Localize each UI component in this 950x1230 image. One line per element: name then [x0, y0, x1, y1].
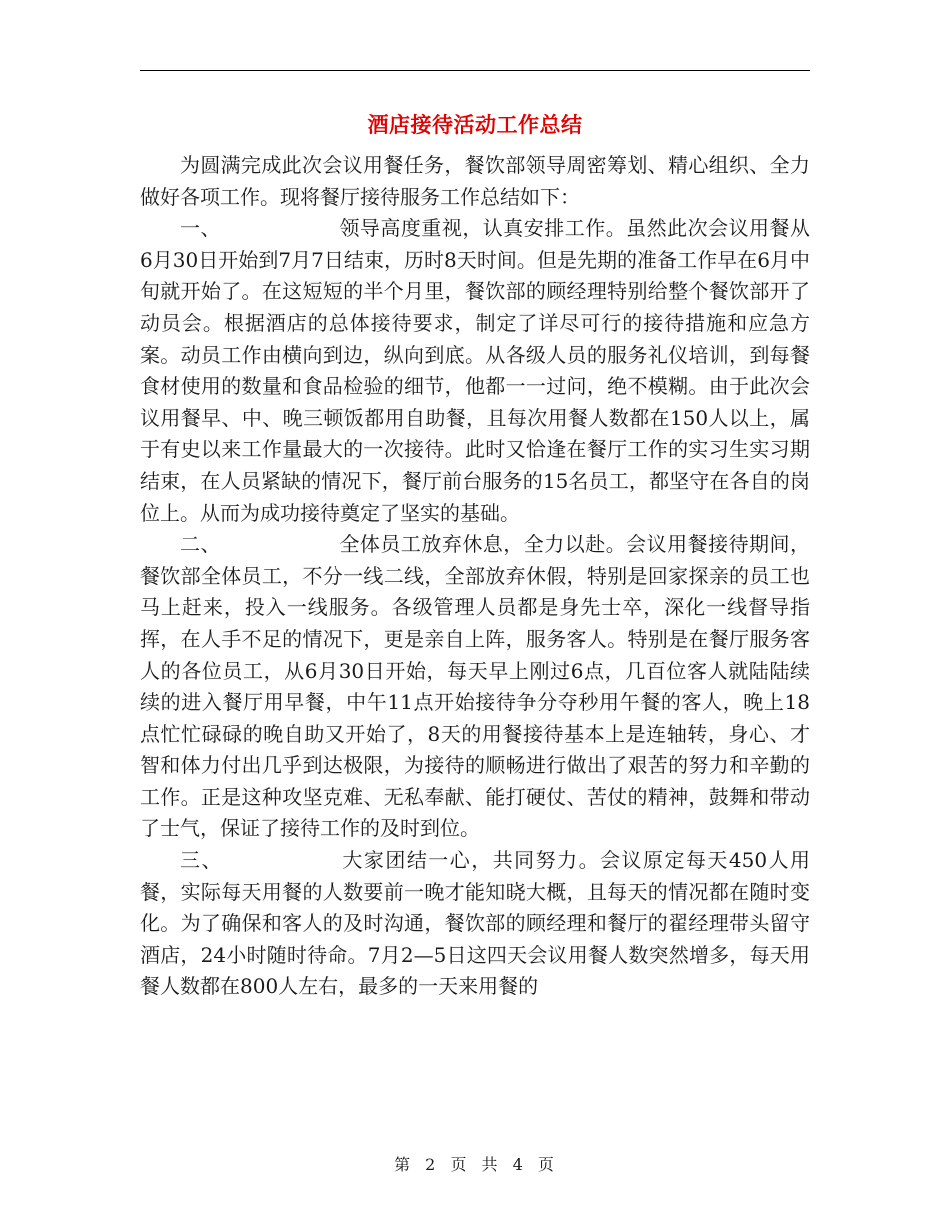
section-paragraph-3 [140, 845, 810, 1003]
header-rule [140, 70, 810, 71]
section-number-2: 二、 [180, 532, 221, 557]
section-text-1: 领导高度重视，认真安排工作。虽然此次会议用餐从6月30日开始到7月7日结束，历时8天时间。但是先期的准备工作早在6月中旬就开始了。在这短短的半个月里，餐饮部的顾经理特别给整个餐饮部开了动员会。根据酒店的总体接待要求，制定了详尽可行的接待措施和应急方案。动员工作由横向到边，纵向到底。从各级人员的服务礼仪培训，到每餐食材使用的数量和食品检验的细节，他都一一过问，绝不模糊。由于此次会议用餐早、中、晚三顿饭都用自助餐，且每次用餐人数都在150人以上，属于有史以来工作量最大的一次接待。此时又恰逢在餐厅工作的实习生实习期结束，在人员紧缺的情况下，餐厅前台服务的15名员工，都坚守在各自的岗位上。从而为成功接待奠定了坚实的基础。 [140, 216, 811, 525]
section-paragraph-2 [140, 529, 810, 845]
document-body [140, 150, 810, 1003]
section-paragraph-1 [140, 213, 810, 529]
section-text-2: 全体员工放弃休息，全力以赴。会议用餐接待期间，餐饮部全体员工，不分一线二线，全部放弃休假，特别是回家探亲的员工也马上赶来，投入一线服务。各级管理人员都是身先士卒，深化一线督导指挥，在人手不足的情况下，更是亲自上阵，服务客人。特别是在餐厅服务客人的各位员工，从6月30日开始，每天早上刚过6点，几百位客人就陆陆续续的进入餐厅用早餐，中午11点开始接待争分夺秒用午餐的客人，晚上18点忙忙碌碌的晚自助又开始了，8天的用餐接待基本上是连轴转，身心、才智和体力付出几乎到达极限，为接待的顺畅进行做出了艰苦的努力和辛勤的工作。正是这种攻坚克难、无私奉献、能打硬仗、苦仗的精神，鼓舞和带动了士气，保证了接待工作的及时到位。 [140, 532, 811, 841]
document-title: 酒店接待活动工作总结 [367, 112, 583, 137]
intro-paragraph: 为圆满完成此次会议用餐任务，餐饮部领导周密筹划、精心组织、全力做好各项工作。现将餐厅接待服务工作总结如下： [140, 153, 810, 209]
section-number-1: 一、 [180, 216, 221, 241]
section-number-3: 三、 [180, 848, 223, 873]
section-text-3: 大家团结一心，共同努力。会议原定每天450人用餐，实际每天用餐的人数要前一晚才能知晓大概，且每天的情况都在随时变化。为了确保和客人的及时沟通，餐饮部的顾经理和餐厅的翟经理带头留守酒店，24小时随时待命。7月2—5日这四天会议用餐人数突然增多，每天用餐人数都在800人左右，最多的一天来用餐的 [140, 848, 810, 999]
page-number-footer: 第 2 页 共 4 页 [394, 1155, 556, 1174]
